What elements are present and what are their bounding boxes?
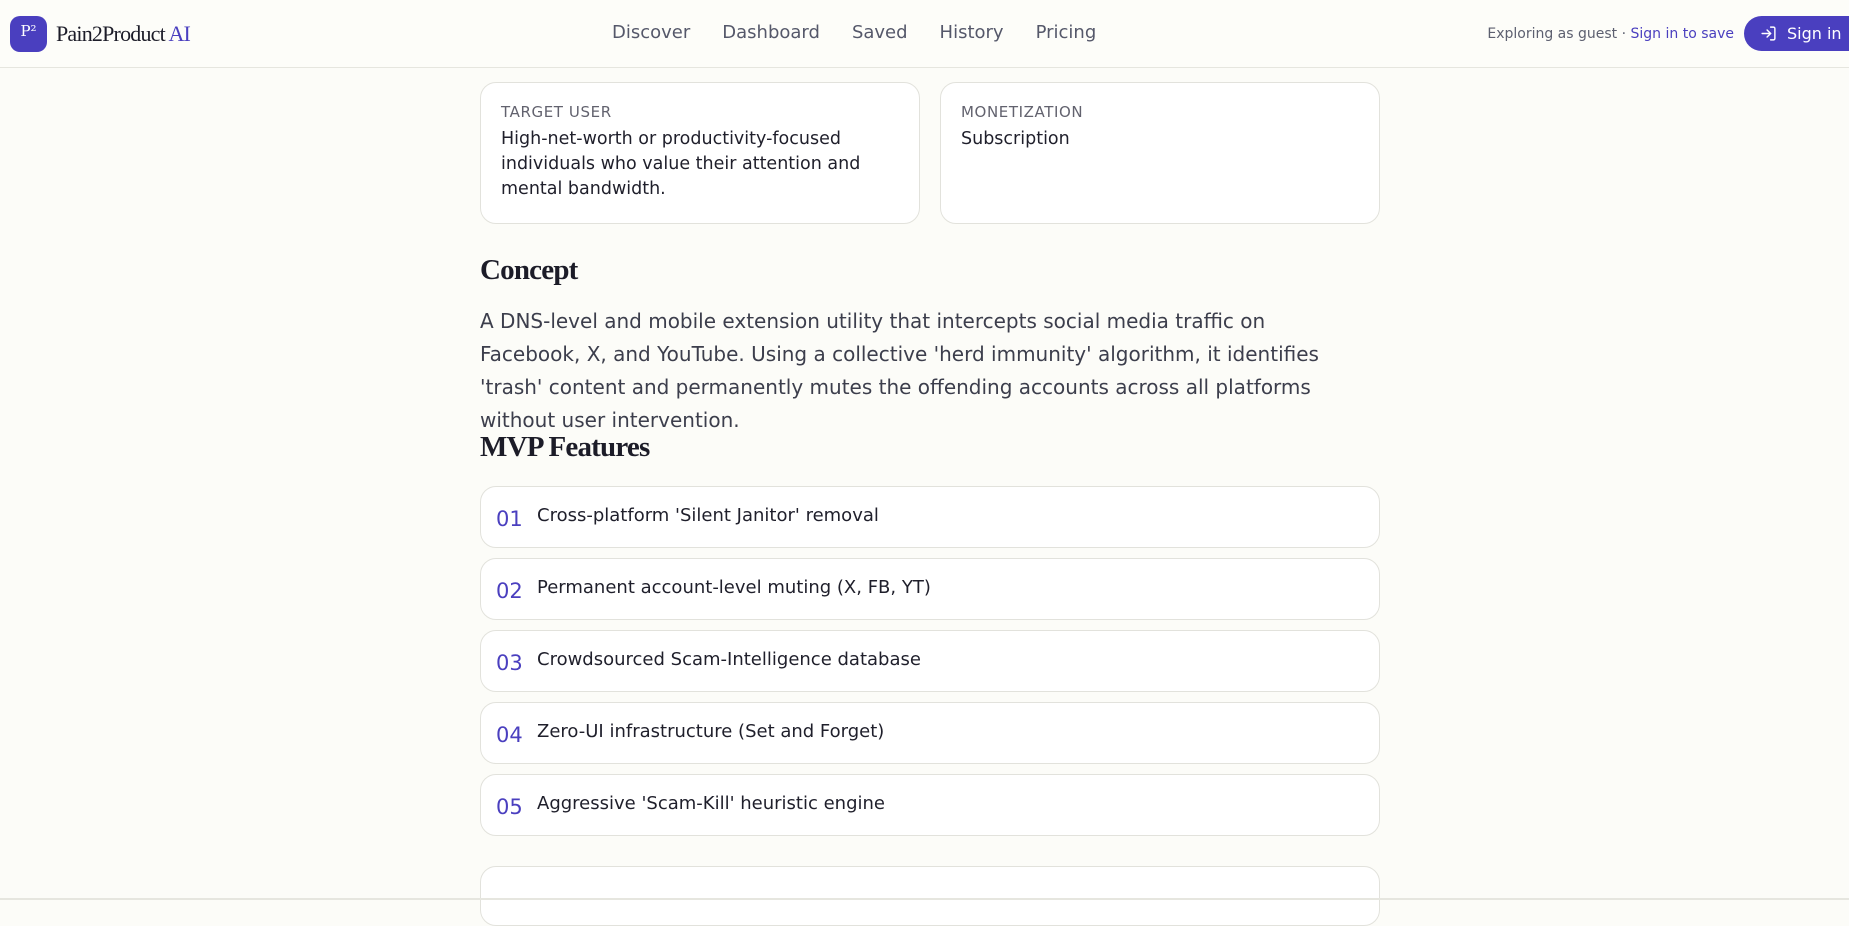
feature-number: 02 xyxy=(496,578,523,603)
top-navigation-bar xyxy=(0,0,1849,68)
nav-saved[interactable]: Saved xyxy=(851,22,908,43)
monetization-card xyxy=(940,82,1380,224)
brand-mark-icon: P² xyxy=(10,16,47,52)
nav-history[interactable]: History xyxy=(939,22,1004,43)
feature-number: 03 xyxy=(496,650,523,675)
main-nav xyxy=(612,20,1128,46)
monetization-label: MONETIZATION xyxy=(961,103,1084,121)
feature-text: Zero-UI infrastructure (Set and Forget) xyxy=(537,720,885,742)
account-area xyxy=(1487,16,1849,51)
next-section-card xyxy=(480,866,1380,926)
brand-suffix: AI xyxy=(168,21,191,46)
brand-name-text: Pain2Product xyxy=(56,21,165,46)
guest-text: Exploring as guest xyxy=(1487,25,1618,42)
feature-item xyxy=(480,558,1380,620)
nav-pricing[interactable]: Pricing xyxy=(1035,22,1097,43)
feature-item xyxy=(480,702,1380,764)
nav-dashboard[interactable]: Dashboard xyxy=(722,22,820,43)
target-user-label: TARGET USER xyxy=(501,103,612,121)
feature-number: 04 xyxy=(496,722,523,747)
feature-text: Cross-platform 'Silent Janitor' removal xyxy=(537,504,879,526)
brand-logo[interactable] xyxy=(10,16,190,52)
target-user-value: High-net-worth or productivity-focused individuals who value their attention and mental bandwidth. xyxy=(501,129,861,199)
guest-separator: · xyxy=(1621,25,1627,42)
guest-status xyxy=(1487,26,1734,42)
sign-in-to-save-link[interactable]: Sign in to save xyxy=(1630,25,1734,42)
feature-number: 05 xyxy=(496,794,523,819)
sign-in-button[interactable] xyxy=(1744,16,1849,51)
feature-text: Crowdsourced Scam-Intelligence database xyxy=(537,648,921,670)
brand-name xyxy=(56,21,190,47)
sign-in-icon xyxy=(1760,25,1777,42)
feature-text: Permanent account-level muting (X, FB, YT) xyxy=(537,576,931,598)
feature-item xyxy=(480,630,1380,692)
feature-item xyxy=(480,774,1380,836)
concept-heading: Concept xyxy=(480,254,578,286)
feature-text: Aggressive 'Scam-Kill' heuristic engine xyxy=(537,792,885,814)
monetization-value: Subscription xyxy=(961,129,1070,149)
nav-discover[interactable]: Discover xyxy=(612,22,691,43)
concept-description: A DNS-level and mobile extension utility that intercepts social media traffic on Facebook, X, and YouTube. Using a collective 'herd immunity' algorithm, it identifies 'trash' content and permanently mutes the offending accounts across all platforms without user intervention. xyxy=(480,309,1319,432)
mvp-features-heading: MVP Features xyxy=(480,431,650,463)
feature-number: 01 xyxy=(496,506,523,531)
feature-item xyxy=(480,486,1380,548)
sign-in-button-label: Sign in xyxy=(1787,24,1842,43)
target-user-card xyxy=(480,82,920,224)
